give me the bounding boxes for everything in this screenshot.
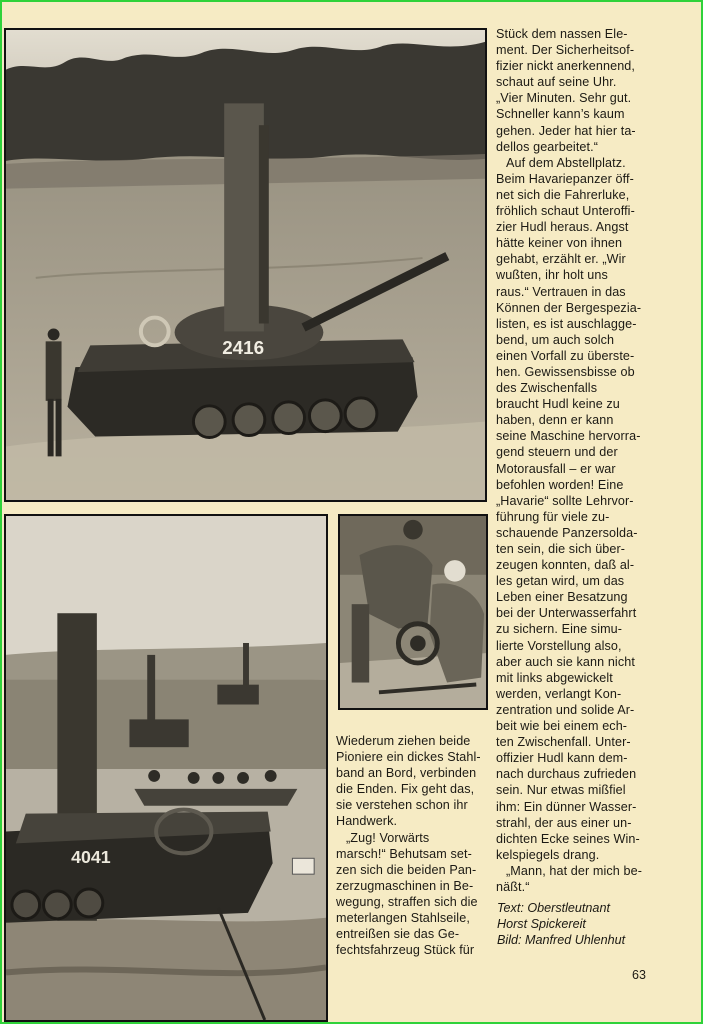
text-line: raus.“ Vertrauen in das <box>496 284 626 299</box>
text-line: gehen. Jeder hat hier ta- <box>496 123 636 138</box>
text-line: dellos gearbeitet.“ <box>496 139 599 154</box>
text-line: Schneller kann’s kaum <box>496 107 625 122</box>
text-line: schauende Panzersolda- <box>496 525 638 540</box>
text-line: „Zug! Vorwärts <box>346 830 430 845</box>
text-line: schaut auf seine Uhr. <box>496 75 617 90</box>
text-line: ment. Der Sicherheitsof- <box>496 43 635 58</box>
text-line: lierte Vorstellung also, <box>496 638 622 653</box>
text-line: sein. Nur etwas mißfiel <box>496 783 626 798</box>
text-line: „Mann, hat der mich be- <box>506 863 642 878</box>
text-line: Stück dem nassen Ele- <box>496 27 628 41</box>
article-column-right <box>496 26 696 895</box>
article-column-middle <box>336 733 488 958</box>
credit-author: Horst Spickereit <box>497 917 586 931</box>
text-line: mit links abgewickelt <box>496 670 613 685</box>
text-line: Handwerk. <box>336 814 398 829</box>
text-line: zeugen konnten, daß al- <box>496 558 635 573</box>
text-line: sie verstehen schon ihr <box>336 798 468 813</box>
page-number: 63 <box>632 968 646 982</box>
text-line: braucht Hudl keine zu <box>496 397 620 412</box>
text-line: wußten, ihr holt uns <box>496 268 608 283</box>
text-line: „Vier Minuten. Sehr gut. <box>496 91 632 106</box>
text-line: Pioniere ein dickes Stahl- <box>336 750 481 765</box>
text-line: zen sich die beiden Pan- <box>336 862 477 877</box>
text-line: dichten Ecke seines Win- <box>496 831 640 846</box>
text-line: band an Bord, verbinden <box>336 766 477 781</box>
text-line: die Enden. Fix geht das, <box>336 782 475 797</box>
text-line: listen, es ist auschlagge- <box>496 316 637 331</box>
text-line: marsch!“ Behutsam set- <box>336 846 472 861</box>
text-line: Können der Bergespezia- <box>496 300 642 315</box>
text-line: offizier Hudl kann dem- <box>496 751 628 766</box>
tank-number-top: 2416 <box>222 337 265 359</box>
text-line: bei der Unterwasserfahrt <box>496 606 637 621</box>
text-line: Wiederum ziehen beide <box>336 734 471 748</box>
text-line: net sich die Fahrerluke, <box>496 187 630 202</box>
credit-photo: Bild: Manfred Uhlenhut <box>497 933 626 947</box>
text-line: meterlangen Stahlseile, <box>336 911 470 926</box>
text-line: strahl, der aus einer un- <box>496 815 632 830</box>
text-line: les getan wird, um das <box>496 574 625 589</box>
text-line: zu sichern. Eine simu- <box>496 622 623 637</box>
text-line: hätte keiner von ihnen <box>496 236 623 251</box>
text-line: beit wie bei einem ech- <box>496 719 628 734</box>
credit-text: Text: Oberstleutnant <box>497 901 610 915</box>
text-line: Auf dem Abstellplatz. <box>506 155 626 170</box>
text-line: ten sein, die sich über- <box>496 542 626 556</box>
text-line: zerzugmaschinen in Be- <box>336 878 474 893</box>
text-line: Beim Havariepanzer öff- <box>496 171 634 186</box>
text-line: des Zwischenfalls <box>496 381 598 396</box>
text-line: Leben einer Besatzung <box>496 590 628 605</box>
photo-river-crossing <box>4 514 328 1022</box>
text-line: wegung, straffen sich die <box>336 894 478 909</box>
text-line: hen. Gewissensbisse ob <box>496 364 635 379</box>
text-line: einen Vorfall zu überste- <box>496 348 635 363</box>
text-line: fechtsfahrzeug Stück für <box>336 943 475 958</box>
text-line: werden, verlangt Kon- <box>496 686 622 701</box>
text-line: gend steuern und der <box>496 445 618 460</box>
text-line: Motorausfall – er war <box>496 461 616 476</box>
text-line: zier Hudl heraus. Angst <box>496 220 629 235</box>
text-line: gehabt, erzählt er. „Wir <box>496 252 626 267</box>
text-line: bend, um auch solch <box>496 332 615 347</box>
text-line: fröhlich schaut Unteroffi- <box>496 204 635 219</box>
text-line: haben, denn er kann <box>496 413 614 428</box>
text-line: entreißen sie das Ge- <box>336 927 460 942</box>
photo-tank-snorkel <box>4 28 487 502</box>
text-line: seine Maschine hervorra- <box>496 429 641 444</box>
text-line: aber auch sie kann nicht <box>496 654 635 669</box>
photo-soldiers-working <box>338 514 488 710</box>
text-line: zentration und solide Ar- <box>496 702 635 717</box>
tank-number-bottom: 4041 <box>71 847 111 868</box>
text-line: führung für viele zu- <box>496 509 610 524</box>
text-line: ihm: Ein dünner Wasser- <box>496 799 637 814</box>
text-line: näßt.“ <box>496 879 530 894</box>
text-line: kelspiegels drang. <box>496 847 600 862</box>
text-line: fizier nickt anerkennend, <box>496 59 636 74</box>
text-line: nach durchaus zufrieden <box>496 767 637 782</box>
credits <box>497 900 697 948</box>
text-line: „Havarie“ sollte Lehrvor- <box>496 493 634 508</box>
text-line: ten Zwischenfall. Unter- <box>496 735 631 750</box>
soldier-standing <box>46 328 62 456</box>
text-line: befohlen worden! Eine <box>496 477 624 492</box>
